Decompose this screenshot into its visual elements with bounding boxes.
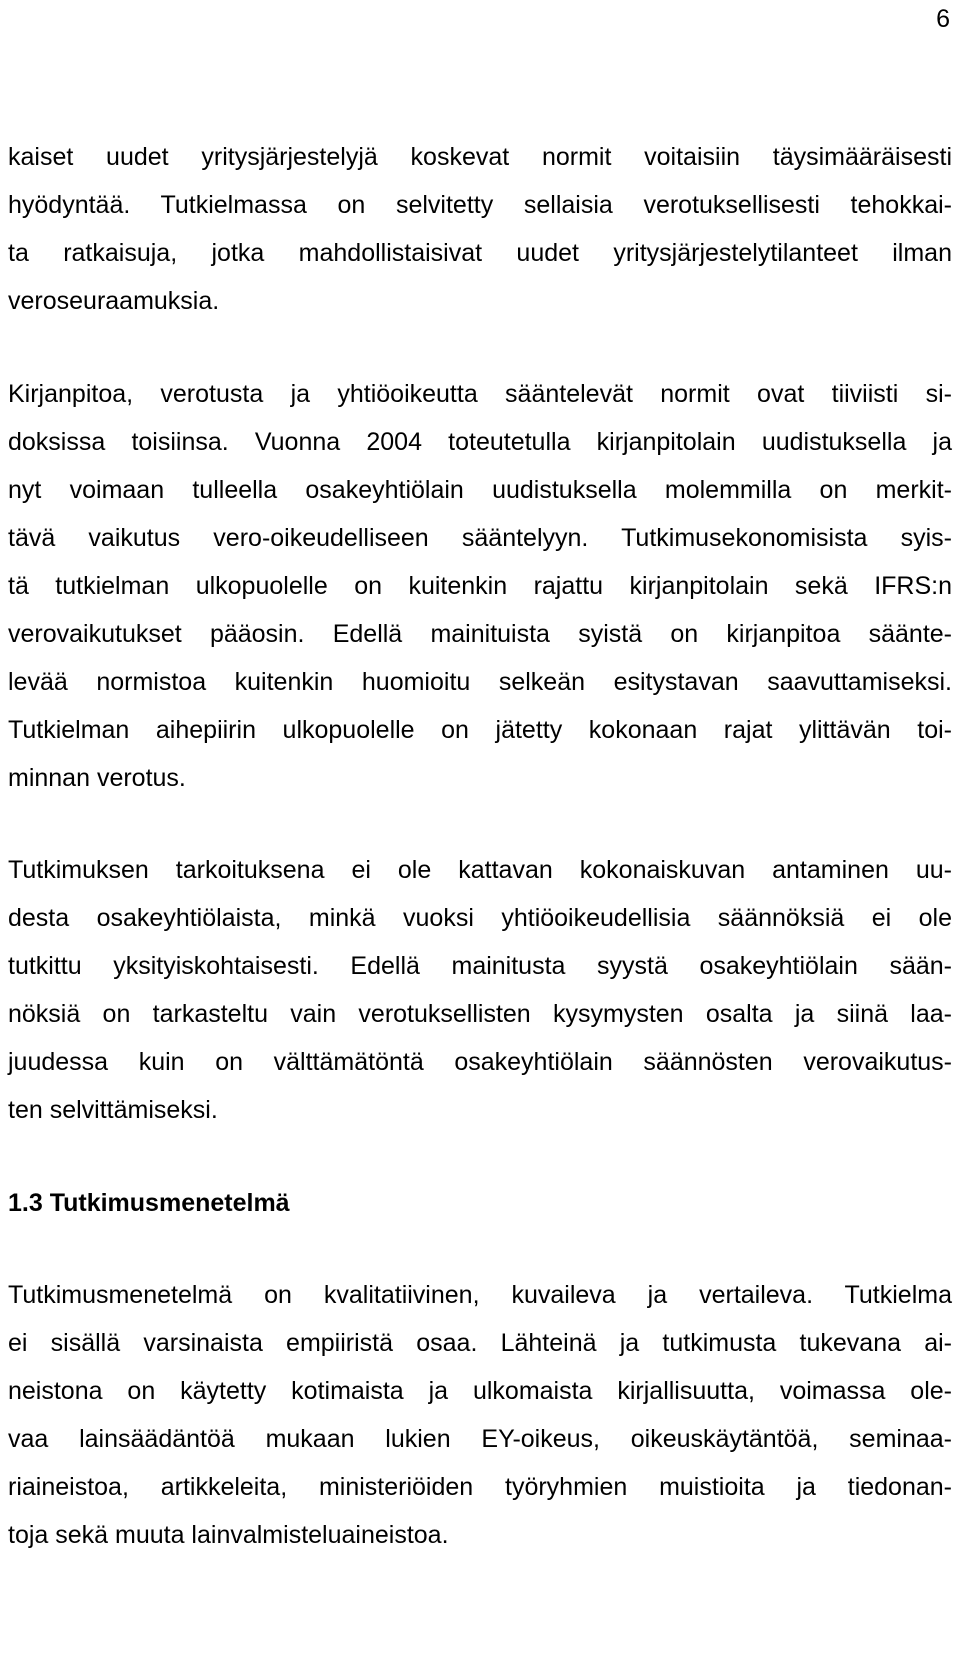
text-line: doksissa toisiinsa. Vuonna 2004 toteutetulla kirjanpitolain uudistuksella ja [8, 428, 952, 456]
page-number: 6 [936, 5, 950, 33]
text-line: minnan verotus. [8, 764, 186, 792]
text-line: hyödyntää. Tutkielmassa on selvitetty sellaisia verotuksellisesti tehokkai- [8, 191, 952, 219]
section-heading: 1.3 Tutkimusmenetelmä [8, 1189, 290, 1217]
text-line: neistona on käytetty kotimaista ja ulkomaista kirjallisuutta, voimassa ole- [8, 1377, 952, 1405]
text-line: nyt voimaan tulleella osakeyhtiölain uudistuksella molemmilla on merkit- [8, 476, 952, 504]
text-line: tä tutkielman ulkopuolelle on kuitenkin rajattu kirjanpitolain sekä IFRS:n [8, 572, 952, 600]
text-line: Tutkimusmenetelmä on kvalitatiivinen, kuvaileva ja vertaileva. Tutkielma [8, 1281, 952, 1309]
text-line: toja sekä muuta lainvalmisteluaineistoa. [8, 1521, 449, 1549]
text-line: levää normistoa kuitenkin huomioitu selkeän esitystavan saavuttamiseksi. [8, 668, 952, 696]
text-line: Tutkimuksen tarkoituksena ei ole kattavan kokonaiskuvan antaminen uu- [8, 856, 952, 884]
text-line: Tutkielman aihepiirin ulkopuolelle on jätetty kokonaan rajat ylittävän toi- [8, 716, 952, 744]
text-line: veroseuraamuksia. [8, 287, 220, 315]
text-line: verovaikutukset pääosin. Edellä mainituista syistä on kirjanpitoa säänte- [8, 620, 952, 648]
text-line: nöksiä on tarkasteltu vain verotuksellisten kysymysten osalta ja siinä laa- [8, 1000, 952, 1028]
text-line: tävä vaikutus vero-oikeudelliseen sääntelyyn. Tutkimusekonomisista syis- [8, 524, 952, 552]
text-line: desta osakeyhtiölaista, minkä vuoksi yhtiöoikeudellisia säännöksiä ei ole [8, 904, 952, 932]
text-line: ei sisällä varsinaista empiiristä osaa. Lähteinä ja tutkimusta tukevana ai- [8, 1329, 952, 1357]
text-line: tutkittu yksityiskohtaisesti. Edellä mainitusta syystä osakeyhtiölain sään- [8, 952, 952, 980]
text-line: juudessa kuin on välttämätöntä osakeyhtiölain säännösten verovaikutus- [8, 1048, 952, 1076]
text-line: ten selvittämiseksi. [8, 1096, 218, 1124]
text-line: riaineistoa, artikkeleita, ministeriöiden työryhmien muistioita ja tiedonan- [8, 1473, 952, 1501]
text-line: vaa lainsäädäntöä mukaan lukien EY-oikeus, oikeuskäytäntöä, seminaa- [8, 1425, 952, 1453]
text-line: kaiset uudet yritysjärjestelyjä koskevat normit voitaisiin täysimääräisesti [8, 143, 952, 171]
text-line: ta ratkaisuja, jotka mahdollistaisivat uudet yritysjärjestelytilanteet ilman [8, 239, 952, 267]
text-line: Kirjanpitoa, verotusta ja yhtiöoikeutta sääntelevät normit ovat tiiviisti si- [8, 380, 952, 408]
